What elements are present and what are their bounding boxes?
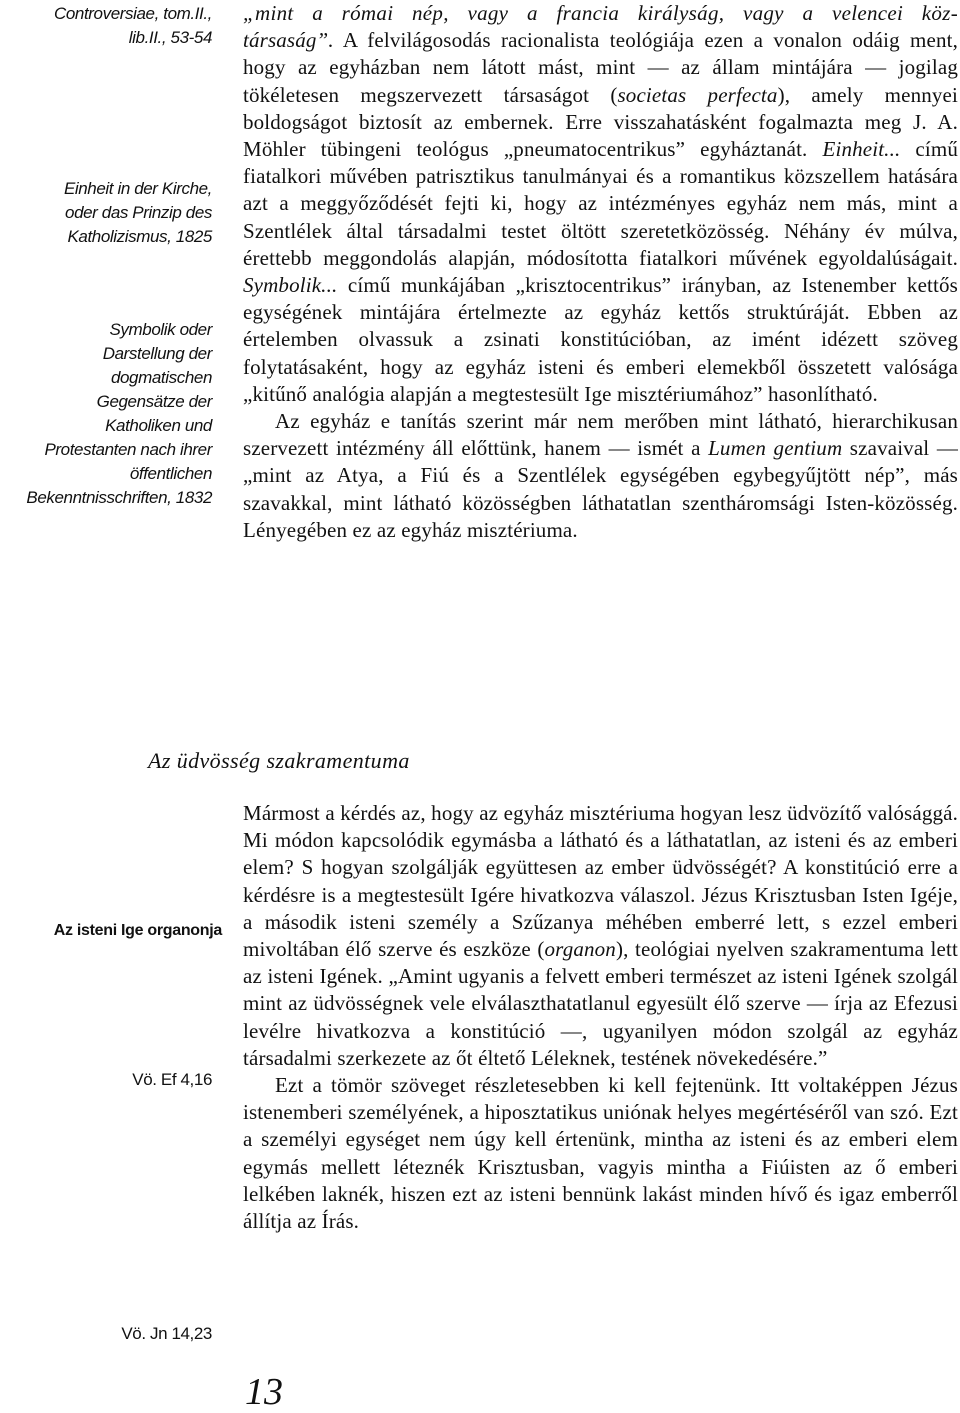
margin-heading: Az isteni Ige organonja [53,922,222,939]
text-run: ), teológiai nyelven szakramentuma lett az isteni Igének. „Amint ugyanis a felvett emberi természet az isteni Igének szolgál mint az üdvösségnek vele elválaszthatatlanul egyesült élő szerve — írja az Efezusi levélre hivatkozva a konstitúció —, ugyanilyen módon szolgál az egyház társadalmi szerkezete az őt éltető Léleknek, testének növekedésére.” [243,937,958,1070]
text-run: Az egyház e tanítás szerint már nem merőben mint látható, hierarchikusan szervezett intézmény áll előttünk, hanem — ismét a [243,409,958,461]
italic-term: societas perfecta [617,82,778,107]
paragraph [243,0,958,408]
paragraph [243,1072,958,1235]
margin-note-einheit [0,177,212,249]
margin-reference: Vö. Jn 14,23 [121,1324,212,1343]
paragraph [243,408,958,544]
page-number: 13 [245,1371,283,1413]
italic-title: Lumen gentium [708,436,843,461]
text-run: ), amely mennyei boldogságot biztosít az embernek. Erre visszahatásként fogalmazta meg J. A. Möhler tübingeni teológus „pneumatocentrikus” egyháztanát. [243,82,958,162]
margin-note-line: Symbolik oder [109,320,212,339]
inline-quote-end: társaság”. [243,28,334,53]
text-run: A felvilágosodás racionalista teológiája ezen a vonalon odáig ment, hogy az egyházban nem látott mást, mint — az állam mintájára — jogilag tökéletesen megszervezett társaságot ( [243,28,958,107]
text-run: Mármost a kérdés az, hogy az egyház misztériuma hogyan lesz üdvözítő valósággá. Mi módon kapcsolódik egymásba a látható és a láthatatlan, az isteni és az emberi elem? S hogyan szolgálják együttesen az ember üdvösségét? A konstitúció erre a kérdésre is a megtestesült Igére hivatkozva válaszol. Jézus Krisztusban Isten Igéje, a második isteni személy a Szűzanya méhében emberré lett, s ezzel emberi mivoltában élő szerve és eszköze ( [243,801,958,962]
italic-title: Symbolik... [243,273,338,298]
text-run: szavaival — „mint az Atya, a Fiú és a Szentlélek egységében egybegyűjtött nép”, más szavakkal, mint látható közösségben láthatatlan szentháromsági Isten-közösség. Lényegében ez az egyház misztériuma. [243,436,958,542]
paragraph [243,800,958,1072]
margin-note-line: Protestanten nach ihrer [44,440,212,459]
text-run: című munkájában „krisztocentrikus” irányban, az Istenember kettős egységének mintájára értelmezte az egyház kettős struktúráját. Ebben az értelemben olvassuk a zsinati konstitúcióban, az imént idézett szöveg folytatásaként, hogy az egyház isteni és emberi elemekből összetett valósága „kitűnő analógia alapján a megtestesült Ige misztériumához” hasonlítható. [243,273,958,406]
text-run: című fiatalkori művében patrisztikus tanulmányai és a romantikus közszellem hatására azt a meggyőződését fejti ki, hogy az intézményes egyház nem más, mint a Szentlélek által társadalmi testet öltött szeretetközösség. Néhány év múlva, érettebb meggondolás alapján, módosította fiatalkori művének egyoldalúságait. [243,137,959,270]
margin-note-line: Einheit in der Kirche, [63,179,212,198]
margin-note-line: Gegensätze der [96,392,212,411]
margin-reference: Vö. Ef 4,16 [132,1070,212,1089]
margin-note-line: Katholizismus, 1825 [67,227,212,246]
first-line: „mint a római nép, vagy a francia királyság, vagy a velencei köz- [243,1,958,25]
text-run: Ezt a tömör szöveget részletesebben ki kell fejtenünk. Itt voltaképpen Jézus istenemberi személyének, a hiposztatikus uniónak helyes megértéséről van szó. Ezt a személyi egységet nem úgy kell értenünk, mintha az isteni és az emberi elem egymás mellett léteznék Krisztusban, vagyis mintha a Fiúisten az ő emberi lelkében laknék, hiszen ezt az isteni bennünk lakást minden hívő és igaz emberről állítja az Írás. [243,1073,958,1234]
italic-term: organon [544,937,616,962]
italic-title: Einheit... [822,137,901,162]
margin-note-line: lib.II., 53-54 [128,28,212,47]
margin-note-line: öffentlichen [129,464,212,483]
body-text-bottom [243,800,958,1235]
margin-note-controversiae [0,2,212,50]
margin-note-line: Darstellung der [102,344,212,363]
margin-note-line: dogmatischen [110,368,212,387]
margin-note-line: Controversiae, tom.II., [53,4,212,23]
margin-note-line: Bekenntnisschriften, 1832 [26,488,212,507]
body-text-top [243,0,958,544]
margin-note-symbolik [0,318,212,510]
section-title: Az üdvösség szakramentuma [148,748,410,773]
margin-note-line: oder das Prinzip des [65,203,212,222]
margin-note-line: Katholiken und [105,416,212,435]
